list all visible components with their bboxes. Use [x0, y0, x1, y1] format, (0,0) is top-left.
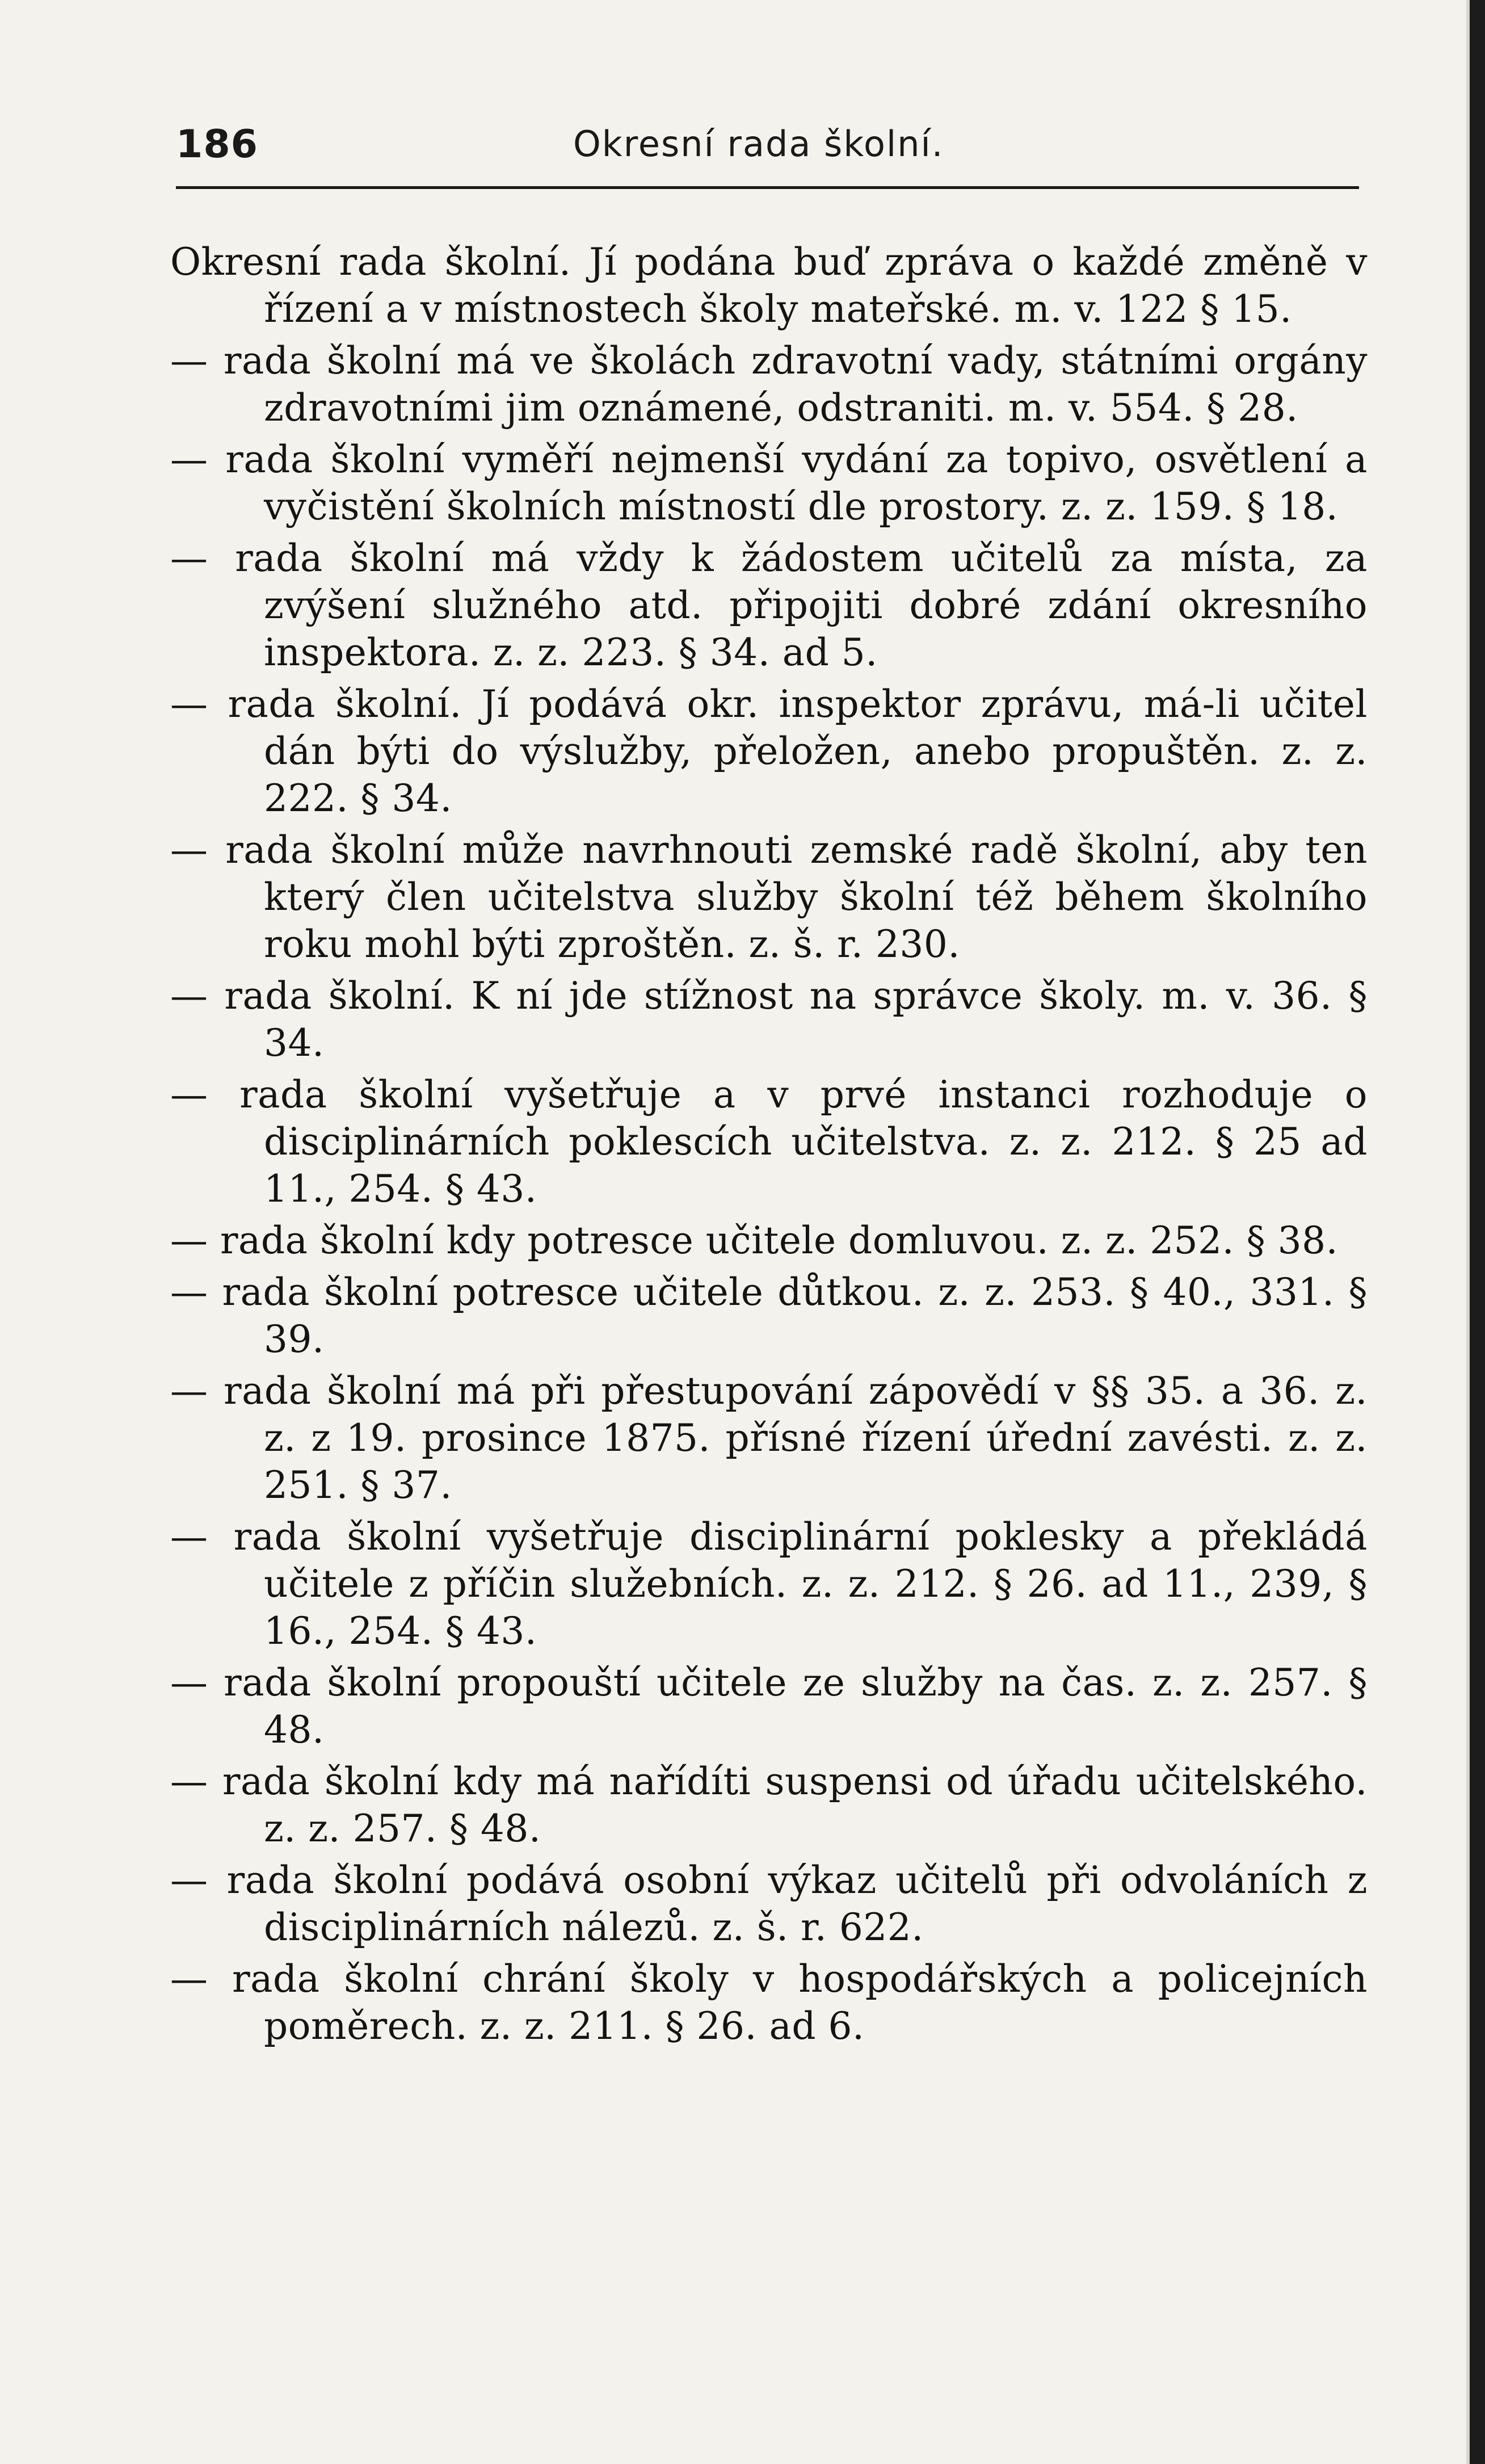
index-entry: — rada školní vyměří nejmenší vydání za topivo, osvětlení a vyčistění školních místností dle prostory. z. z. 159. § 18. — [170, 438, 1368, 528]
index-entry: — rada školní propouští učitele ze služby na čas. z. z. 257. § 48. — [170, 1661, 1368, 1752]
page-number: 186 — [176, 122, 258, 167]
running-head: Okresní rada školní. — [573, 123, 944, 165]
index-entry: — rada školní kdy má nařídíti suspensi od úřadu učitelského. z. z. 257. § 48. — [170, 1760, 1368, 1850]
index-entry: — rada školní má vždy k žádostem učitelů za místa, za zvýšení služného atd. připojiti dobré zdání okresního inspektora. z. z. 223. § 34. ad 5. — [170, 536, 1368, 674]
index-entry: — rada školní vyšetřuje a v prvé instanci rozhoduje o disciplinárních poklescích učitelstva. z. z. 212. § 25 ad 11., 254. § 43. — [170, 1073, 1368, 1211]
index-entry: — rada školní má při přestupování zápovědí v §§ 35. a 36. z. z. z 19. prosince 1875. přísné řízení úřední zavésti. z. z. 251. § 37. — [170, 1369, 1368, 1507]
index-entry: — rada školní může navrhnouti zemské radě školní, aby ten který člen učitelstva služby školní též během školního roku mohl býti zproštěn. z. š. r. 230. — [170, 828, 1368, 966]
header-rule — [176, 186, 1359, 189]
page-header — [176, 122, 1356, 173]
index-entry: — rada školní potresce učitele důtkou. z. z. 253. § 40., 331. § 39. — [170, 1270, 1368, 1361]
index-entry: — rada školní vyšetřuje disciplinární poklesky a překládá učitele z příčin služebních. z. z. 212. § 26. ad 11., 239, § 16., 254. § 43. — [170, 1515, 1368, 1653]
index-entry: Okresní rada školní. Jí podána buď zpráva o každé změně v řízení a v místnostech školy mateřské. m. v. 122 § 15. — [170, 240, 1368, 331]
index-entry: — rada školní podává osobní výkaz učitelů při odvoláních z disciplinárních nálezů. z. š. r. 622. — [170, 1858, 1368, 1949]
index-entry: — rada školní má ve školách zdravotní vady, státními orgány zdravotními jim oznámené, odstraniti. m. v. 554. § 28. — [170, 339, 1368, 430]
index-entries — [170, 238, 1368, 2054]
index-entry: — rada školní chrání školy v hospodářských a policejních poměrech. z. z. 211. § 26. ad 6. — [170, 1957, 1368, 2048]
index-entry: — rada školní. K ní jde stížnost na správce školy. m. v. 36. § 34. — [170, 974, 1368, 1065]
index-entry: — rada školní kdy potresce učitele domluvou. z. z. 252. § 38. — [170, 1219, 1339, 1262]
index-entry: — rada školní. Jí podává okr. inspektor zprávu, má-li učitel dán býti do výslužby, přeložen, anebo propuštěn. z. z. 222. § 34. — [170, 682, 1368, 820]
